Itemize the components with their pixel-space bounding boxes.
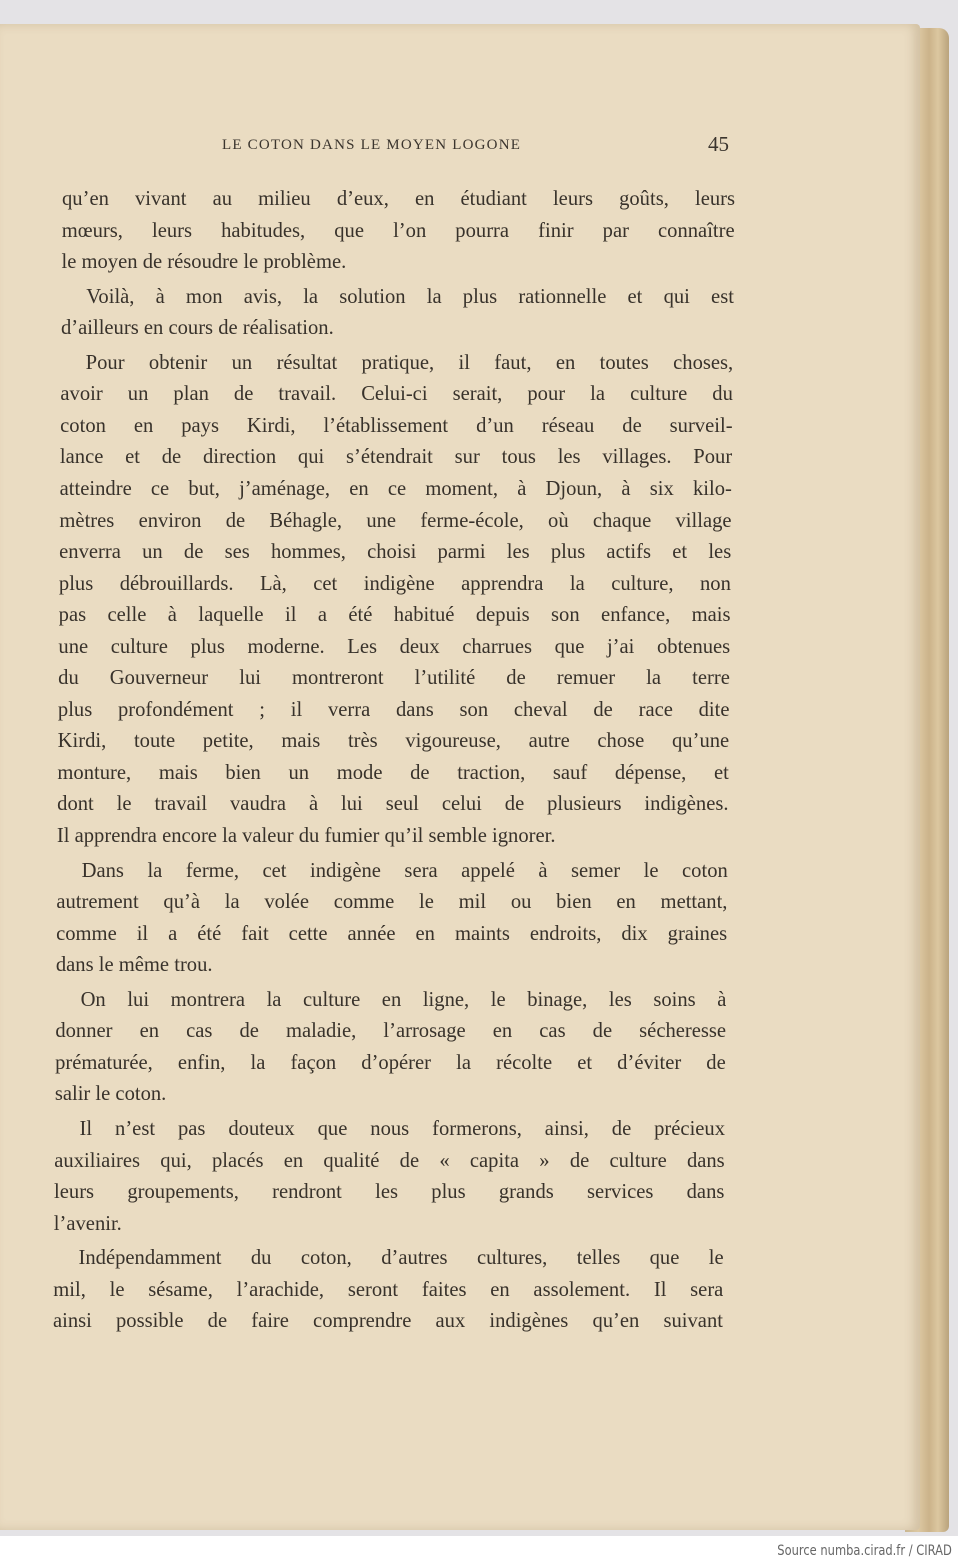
text-line: monture, mais bien un mode de traction, sauf dépense, et [57, 761, 729, 784]
text-line: qu’en vivant au milieu d’eux, en étudiant leurs goûts, leurs [62, 188, 735, 210]
text-line: pas celle à laquelle il a été habitué depuis son enfance, mais [58, 604, 731, 627]
text-line: Dans la ferme, cet indigène sera appelé à semer le coton [81, 859, 728, 882]
text-line: enverra un de ses hommes, choisi parmi les plus actifs et les [59, 541, 732, 564]
text-line: avoir un plan de travail. Celui-ci serait, pour la culture du [60, 383, 733, 406]
text-line: une culture plus moderne. Les deux charrues que j’ai obtenues [58, 635, 731, 658]
text-line: Il n’est pas douteux que nous formerons, ainsi, de précieux [79, 1117, 726, 1140]
text-line: atteindre ce but, j’aménage, en ce moment, à Djoun, à six kilo- [59, 477, 732, 500]
text-line: leurs groupements, rendront les plus grands services dans [54, 1181, 725, 1204]
text-line: mètres environ de Béhagle, une ferme-école, où chaque village [59, 509, 732, 532]
running-title: LE COTON DANS LE MOYEN LOGONE [222, 137, 522, 153]
text-line: donner en cas de maladie, l’arrosage en cas de sécheresse [55, 1020, 727, 1043]
text-line: plus profondément ; il verra dans son cheval de race dite [57, 698, 730, 721]
text-line: l’avenir. [53, 1212, 122, 1235]
text-line: Kirdi, toute petite, mais très vigoureuse, autre chose qu’une [57, 730, 730, 753]
text-line: le moyen de résoudre le problème. [61, 251, 347, 274]
text-line: Il apprendra encore la valeur du fumier qu’il semble ignorer. [56, 825, 556, 847]
text-line: ainsi possible de faire comprendre aux indigènes qu’en suivant [52, 1310, 723, 1333]
source-credit: Source numba.cirad.fr / CIRAD [777, 1543, 952, 1559]
page-number: 45 [708, 132, 729, 156]
text-line: plus débrouillards. Là, cet indigène apprendra la culture, non [58, 572, 731, 595]
text-line: Voilà, à mon avis, la solution la plus rationnelle et qui est [86, 285, 734, 308]
text-line: autrement qu’à la volée comme le mil ou bien en mettant, [56, 891, 728, 914]
text-line: dont le travail vaudra à lui seul celui de plusieurs indigènes. [57, 793, 729, 816]
text-line: lance et de direction qui s’étendrait sur tous les villages. Pour [59, 446, 733, 469]
text-line: d’ailleurs en cours de réalisation. [60, 317, 334, 340]
text-line: mœurs, leurs habitudes, que l’on pourra finir par connaître [61, 219, 735, 242]
text-line: dans le même trou. [55, 954, 213, 977]
text-line: Pour obtenir un résultat pratique, il faut, en toutes choses, [85, 351, 734, 374]
text-line: du Gouverneur lui montreront l’utilité de remuer la terre [58, 667, 730, 690]
text-line: prématurée, enfin, la façon d’opérer la récolte et d’éviter de [55, 1051, 726, 1074]
text-line: coton en pays Kirdi, l’établissement d’un réseau de surveil- [60, 414, 733, 437]
text-line: salir le coton. [54, 1083, 167, 1106]
text-line: auxiliaires qui, placés en qualité de « capita » de culture dans [54, 1149, 725, 1172]
text-line: Indépendamment du coton, d’autres cultures, telles que le [78, 1247, 724, 1270]
text-line: On lui montrera la culture en ligne, le binage, les soins à [80, 988, 727, 1011]
text-line: comme il a été fait cette année en maints endroits, dix graines [56, 922, 728, 945]
text-line: mil, le sésame, l’arachide, seront faites en assolement. Il sera [53, 1278, 724, 1301]
